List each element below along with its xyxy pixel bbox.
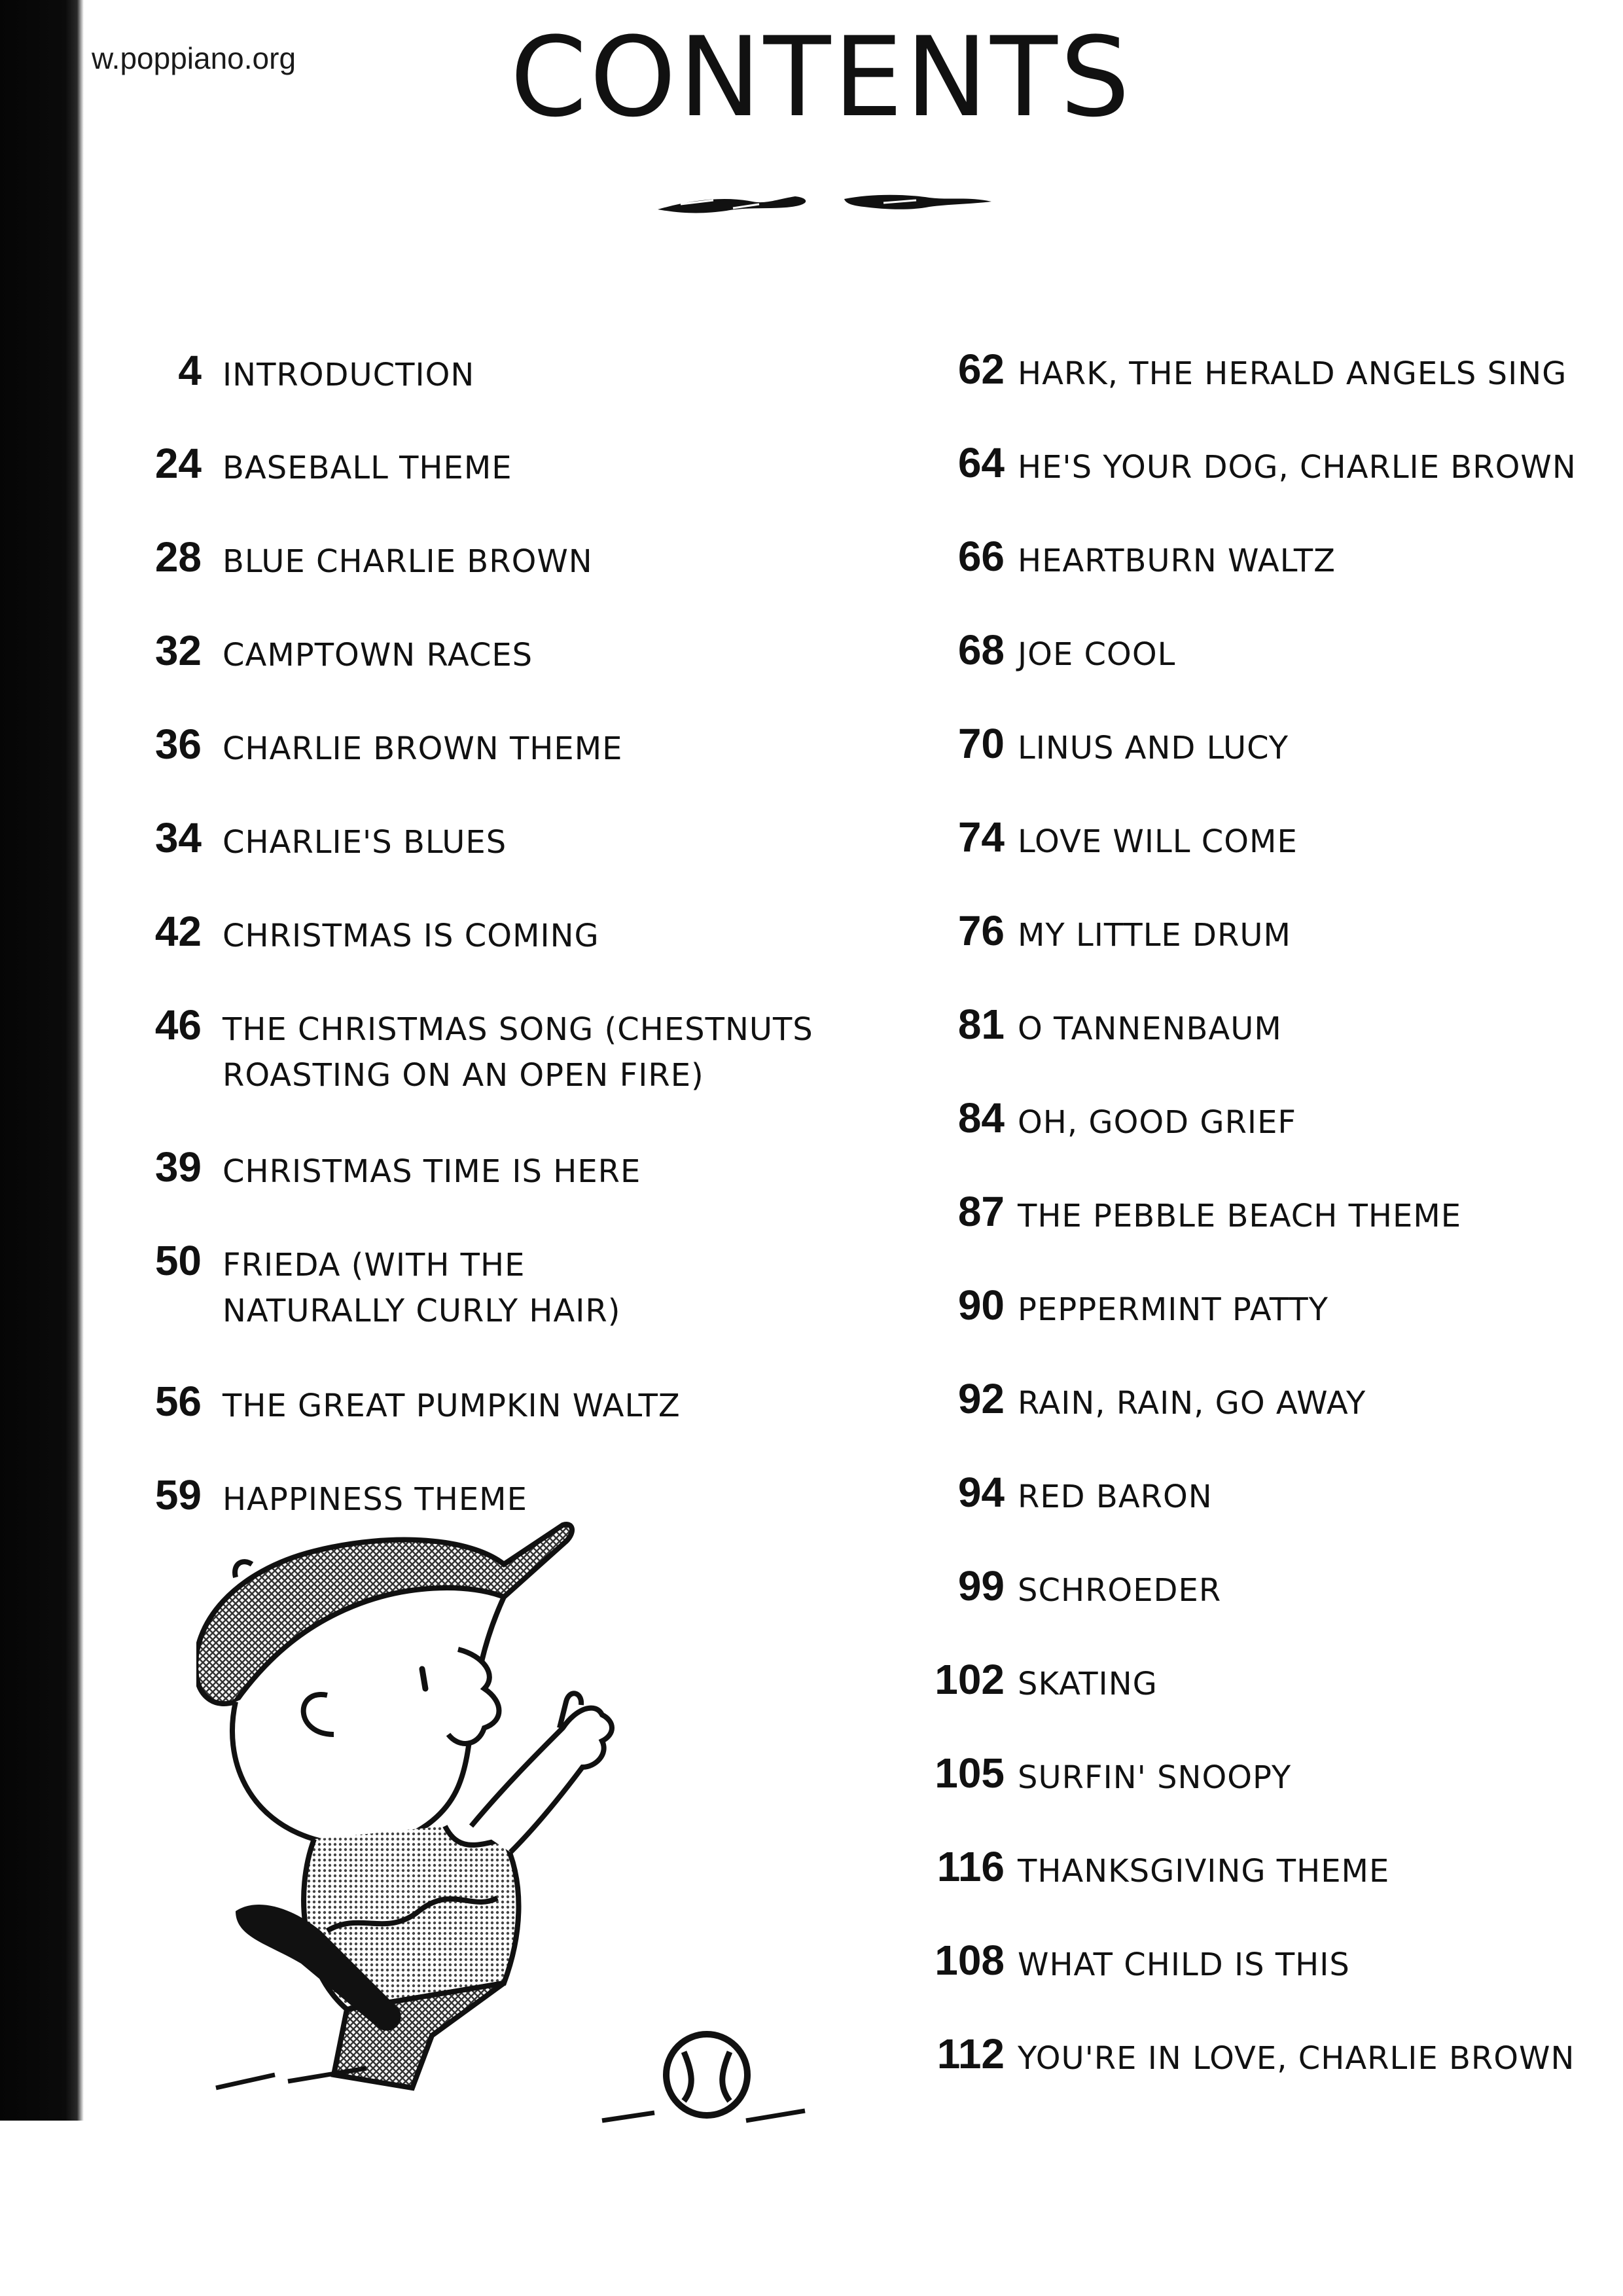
toc-title: SURFIN' SNOOPY xyxy=(1018,1759,1292,1796)
toc-page-number: 50 xyxy=(154,1237,202,1284)
toc-title: INTRODUCTION xyxy=(223,357,475,393)
toc-title: HEARTBURN WALTZ xyxy=(1018,543,1336,579)
toc-title: THE CHRISTMAS SONG (CHESTNUTS ROASTING ON AN OPEN FIRE) xyxy=(223,1011,813,1094)
toc-page-number: 28 xyxy=(154,533,202,581)
toc-page-number: 74 xyxy=(957,814,1005,861)
toc-title: SKATING xyxy=(1018,1666,1158,1702)
toc-page-number: 105 xyxy=(935,1749,1005,1797)
toc-page-number: 66 xyxy=(957,533,1005,580)
toc-page-number: 92 xyxy=(957,1375,1005,1422)
toc-page-number: 84 xyxy=(957,1094,1005,1141)
toc-title: LINUS AND LUCY xyxy=(1018,730,1289,766)
toc-title: HAPPINESS THEME xyxy=(223,1481,527,1518)
toc-title: THE PEBBLE BEACH THEME xyxy=(1018,1198,1462,1234)
toc-title: O TANNENBAUM xyxy=(1018,1011,1282,1047)
toc-page-number: 24 xyxy=(154,440,202,487)
toc-title: CHRISTMAS TIME IS HERE xyxy=(223,1153,641,1190)
charlie-brown-baseball-illustration xyxy=(196,1512,825,2127)
toc-title: HE'S YOUR DOG, CHARLIE BROWN xyxy=(1018,449,1577,486)
toc-title: HARK, THE HERALD ANGELS SING xyxy=(1018,355,1567,392)
toc-page-number: 81 xyxy=(957,1001,1005,1048)
toc-page-number: 59 xyxy=(154,1471,202,1518)
toc-title: SCHROEDER xyxy=(1018,1572,1222,1609)
toc-title: OH, GOOD GRIEF xyxy=(1018,1104,1297,1141)
toc-page-number: 90 xyxy=(957,1282,1005,1329)
toc-page-number: 76 xyxy=(957,907,1005,954)
toc-page-number: 94 xyxy=(957,1469,1005,1516)
toc-title: THE GREAT PUMPKIN WALTZ xyxy=(223,1388,681,1424)
toc-title: BASEBALL THEME xyxy=(223,450,512,486)
toc-title: BLUE CHARLIE BROWN xyxy=(223,543,593,580)
toc-title: CAMPTOWN RACES xyxy=(223,637,533,673)
toc-page-number: 32 xyxy=(154,627,202,674)
toc-title: PEPPERMINT PATTY xyxy=(1018,1291,1329,1328)
toc-page-number: 87 xyxy=(957,1188,1005,1235)
toc-page-number: 108 xyxy=(935,1937,1005,1984)
toc-title: CHARLIE BROWN THEME xyxy=(223,730,623,767)
toc-page-number: 102 xyxy=(935,1656,1005,1703)
toc-page-number: 46 xyxy=(154,1001,202,1049)
toc-title: YOU'RE IN LOVE, CHARLIE BROWN xyxy=(1018,2040,1575,2077)
toc-page-number: 62 xyxy=(957,346,1005,393)
toc-page-number: 64 xyxy=(957,439,1005,486)
toc-page-number: 112 xyxy=(936,2030,1005,2077)
toc-title: CHRISTMAS IS COMING xyxy=(223,918,599,954)
toc-page-number: 42 xyxy=(154,908,202,955)
toc-page-number: 70 xyxy=(957,720,1005,767)
toc-page-number: 34 xyxy=(154,814,202,861)
toc-title: WHAT CHILD IS THIS xyxy=(1018,1946,1350,1983)
toc-page-number: 68 xyxy=(957,626,1005,673)
toc-page-number: 99 xyxy=(957,1562,1005,1609)
toc-title: CHARLIE'S BLUES xyxy=(223,824,507,861)
toc-page-number: 56 xyxy=(154,1378,202,1425)
scan-dark-edge xyxy=(0,0,84,2121)
toc-title: LOVE WILL COME xyxy=(1018,823,1298,860)
page-title: CONTENTS xyxy=(510,13,1133,141)
toc-page-number: 36 xyxy=(154,721,202,768)
toc-title: FRIEDA (WITH THE NATURALLY CURLY HAIR) xyxy=(223,1247,621,1329)
toc-title: THANKSGIVING THEME xyxy=(1018,1853,1390,1890)
watermark-url: w.poppiano.org xyxy=(92,41,296,75)
toc-page-number: 116 xyxy=(936,1843,1005,1890)
title-flourish-ornament xyxy=(654,185,995,224)
toc-title: RED BARON xyxy=(1018,1479,1213,1515)
toc-title: MY LITTLE DRUM xyxy=(1018,917,1291,954)
toc-title: RAIN, RAIN, GO AWAY xyxy=(1018,1385,1366,1422)
toc-page-number: 4 xyxy=(178,347,202,394)
toc-title: JOE COOL xyxy=(1018,636,1176,673)
toc-page-number: 39 xyxy=(154,1143,202,1191)
